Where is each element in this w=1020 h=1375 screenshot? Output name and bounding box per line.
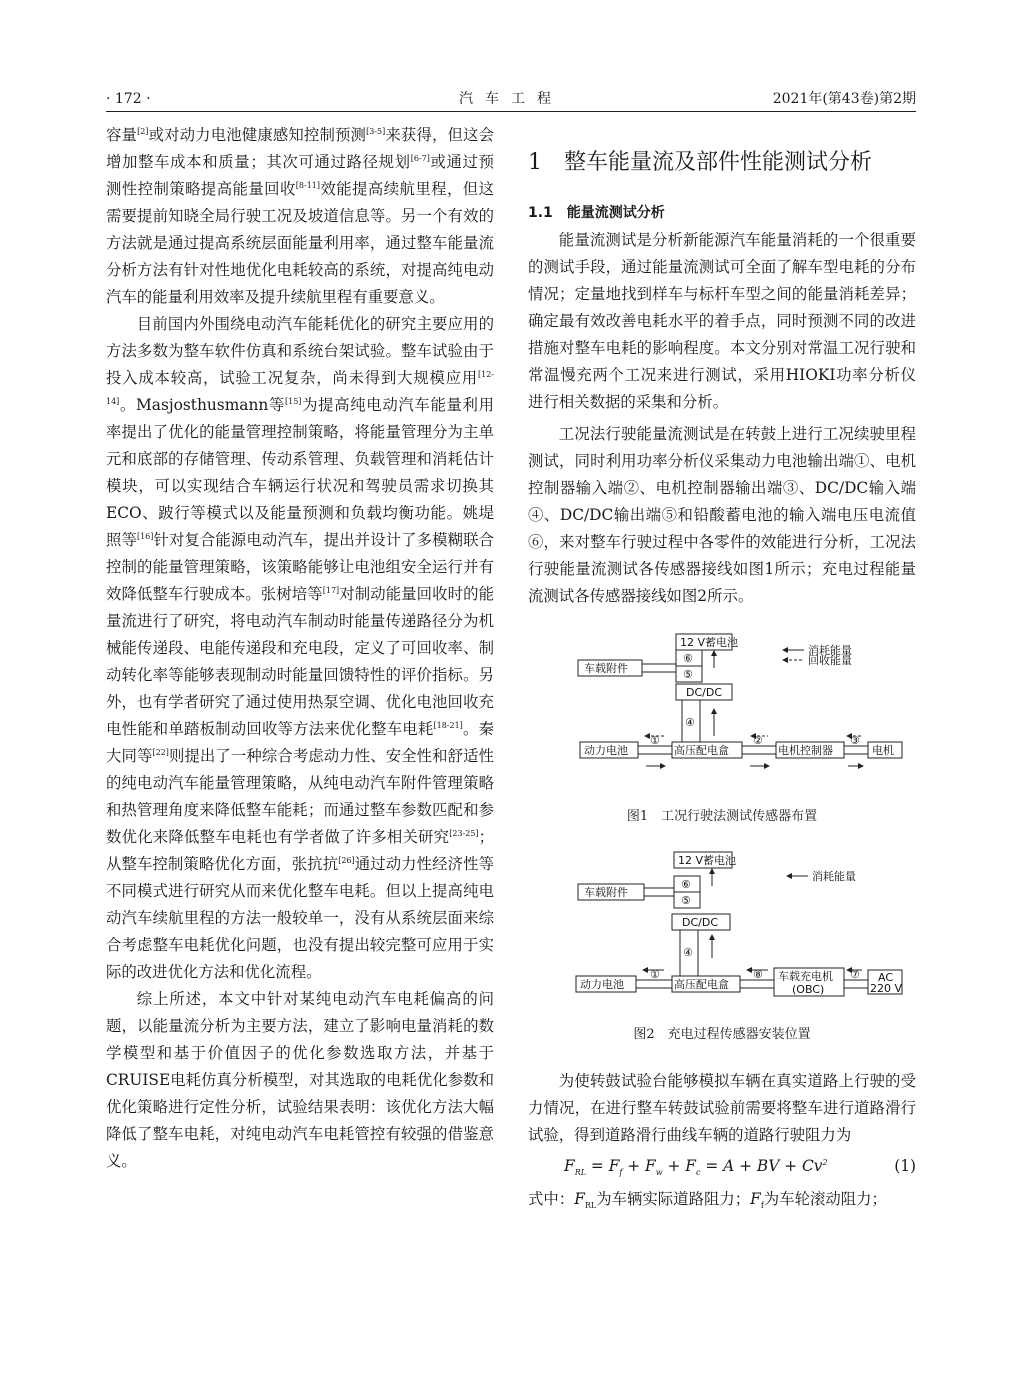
legend-consume: 消耗能量	[812, 870, 856, 883]
legend-recover: 回收能量	[808, 654, 852, 667]
sensor-1: ①	[650, 968, 660, 981]
sensor-6: ⑥	[681, 878, 691, 891]
sensor-4: ④	[683, 946, 693, 959]
battery12-label: 12 V蓄电池	[680, 636, 739, 649]
sensor-8: ⑧	[753, 968, 763, 981]
citation: [3-5]	[366, 127, 386, 136]
left-column	[106, 122, 494, 1175]
equation-number: (1)	[894, 1157, 916, 1175]
dcdc-label: DC/DC	[686, 686, 723, 699]
ac-label: AC	[878, 971, 894, 984]
paragraph: 容量[2]或对动力电池健康感知控制预测[3-5]来获得，但这会增加整车成本和质量；其次可通过路径规划[6-7]或通过预测性控制策略提高能量回收[8-11]效能提高续航里程，但这需要提前知晓全局行驶工况及坡道信息等。另一个有效的方法就是通过提高系统层面能量利用率，通过整车能量流分析方法有针对性地优化电耗较高的系统，对提高纯电动汽车的能量利用效率及提升续航里程有重要意义。	[106, 126, 494, 306]
power-battery-label: 动力电池	[584, 744, 628, 757]
figure-2	[528, 840, 916, 1046]
citation: [15]	[285, 397, 302, 406]
journal-name: 汽车工程	[459, 91, 563, 107]
subsection-heading: 1.1 能量流测试分析	[528, 205, 665, 221]
citation: [2]	[137, 127, 149, 136]
sensor-1: ①	[650, 734, 660, 747]
paragraph: 综上所述，本文中针对某纯电动汽车电耗偏高的问题，以能量流分析为主要方法，建立了影响电量消耗的数学模型和基于价值因子的优化参数选取方法，并基于CRUISE电耗仿真分析模型，对其选取的电耗优化参数和优化策略进行定性分析，试验结果表明：该优化方法大幅降低了整车电耗，对纯电动汽车电耗管控有较强的借鉴意义。	[106, 990, 494, 1170]
paragraph: 为使转鼓试验台能够模拟车辆在真实道路上行驶的受力情况，在进行整车转鼓试验前需要将整车进行道路滑行试验，得到道路滑行曲线车辆的道路行驶阻力为	[528, 1072, 916, 1144]
battery12-label: 12 V蓄电池	[678, 854, 737, 867]
citation: [17]	[322, 586, 340, 595]
motor-ctrl-label: 电机控制器	[778, 744, 833, 757]
obc-label: 车载充电机	[778, 970, 833, 983]
legend-consume: 消耗能量	[808, 644, 852, 657]
citation: [6-7]	[410, 154, 430, 163]
citation: [16]	[136, 532, 154, 541]
paragraph: 能量流测试是分析新能源汽车能量消耗的一个很重要的测试手段，通过能量流测试可全面了解车型电耗的分布情况；定量地找到样车与标杆车型之间的能量消耗差异；确定最有效改善电耗水平的着手点，同时预测不同的改进措施对整车电耗的影响程度。本文分别对常温工况行驶和常温慢充两个工况来进行测试，采用HIOKI功率分析仪进行相关数据的采集和分析。	[528, 231, 916, 411]
power-battery-label: 动力电池	[580, 978, 624, 991]
equation-body: $F_{RL} = F_f + F_w + F_c = A$ + BV + $Cv^2$	[564, 1157, 828, 1178]
dcdc-label: DC/DC	[682, 916, 719, 929]
citation: [18-21]	[433, 721, 463, 730]
citation: [23-25]	[449, 829, 479, 838]
sensor-5: ⑤	[681, 894, 691, 907]
figure-2-diagram	[552, 840, 903, 1010]
figure-1-diagram	[552, 624, 892, 794]
page-number: · 172 ·	[106, 91, 151, 107]
motor-label: 电机	[872, 744, 894, 757]
citation: [12-14]	[106, 370, 494, 406]
issue-info: 2021年(第43卷)第2期	[772, 91, 916, 107]
figure-2-caption: 图2 充电过程传感器安装位置	[633, 1027, 811, 1042]
sensor-2: ②	[753, 734, 763, 747]
paragraph: 式中：$F_{RL}$为车辆实际道路阻力；$F_f$为车轮滚动阻力；	[528, 1190, 887, 1211]
sensor-5: ⑤	[683, 668, 693, 681]
sensor-4: ④	[685, 716, 695, 729]
citation: [8-11]	[295, 181, 321, 190]
section-heading: 1 整车能量流及部件性能测试分析	[528, 150, 872, 175]
running-header	[106, 88, 916, 112]
accessory-label: 车载附件	[584, 662, 628, 675]
paragraph: 目前国内外围绕电动汽车能耗优化的研究主要应用的方法多数为整车软件仿真和系统台架试验。整车试验由于投入成本较高，试验工况复杂，尚未得到大规模应用[12-14]。Masjosthusmann等[15]为提高纯电动汽车能量利用率提出了优化的能量管理控制策略，将能量管理分为主单元和底部的存储管理、传动系管理、负载管理和消耗估计模块，可以实现结合车辆运行状况和驾驶员需求切换其ECO、跛行等模式以及能量预测和负载均衡功能。姚堤照等[16]针对复合能源电动汽车，提出并设计了多模糊联合控制的能量管理策略，该策略能够让电池组安全运行并有效降低整车行驶成本。张树培等[17]对制动能量回收时的能量流进行了研究，将电动汽车制动时能量传递路径分为机械能传递段、电能传递段和充电段，定义了可回收率、制动转化率等能够表现制动时能量回馈特性的评价指标。另外，也有学者研究了通过使用热泵空调、优化电池回收充电性能和单踏板制动回收等方法来优化整车电耗[18-21]。秦大同等[22]则提出了一种综合考虑动力性、安全性和舒适性的纯电动汽车能量管理策略，从纯电动汽车附件管理策略和热管理角度来降低整车能耗；而通过整车参数匹配和参数优化来降低整车电耗也有学者做了许多相关研究[23-25]；从整车控制策略优化方面，张抗抗[26]通过动力性经济性等不同模式进行研究从而来优化整车电耗。但以上提高纯电动汽车续航里程的方法一般较单一，没有从系统层面来综合考虑整车电耗优化问题，也没有提出较完整可应用于实际的改进优化方法和优化流程。	[106, 315, 494, 981]
equation-1	[528, 1153, 916, 1186]
ac-label-2: 220 V	[870, 982, 903, 995]
figure-1-caption: 图1 工况行驶法测试传感器布置	[626, 809, 818, 824]
citation: [22]	[152, 748, 169, 757]
sensor-3: ③	[850, 734, 860, 747]
obc-label-2: (OBC)	[792, 983, 825, 996]
hv-box-label: 高压配电盒	[674, 978, 729, 991]
accessory-label: 车载附件	[584, 886, 628, 899]
right-column	[528, 122, 916, 1219]
sensor-6: ⑥	[683, 652, 693, 665]
paragraph: 工况法行驶能量流测试是在转鼓上进行工况续驶里程测试，同时利用功率分析仪采集动力电池输出端①、电机控制器输入端②、电机控制器输出端③、DC/DC输入端④、DC/DC输出端⑤和铅酸蓄电池的输入端电压电流值⑥，来对整车行驶过程中各零件的效能进行分析，工况法行驶能量流测试各传感器接线如图1所示；充电过程能量流测试各传感器接线如图2所示。	[528, 425, 916, 605]
sensor-7: ⑦	[850, 968, 860, 981]
citation: [26]	[338, 856, 355, 865]
hv-box-label: 高压配电盒	[674, 744, 729, 757]
figure-1	[528, 624, 916, 828]
